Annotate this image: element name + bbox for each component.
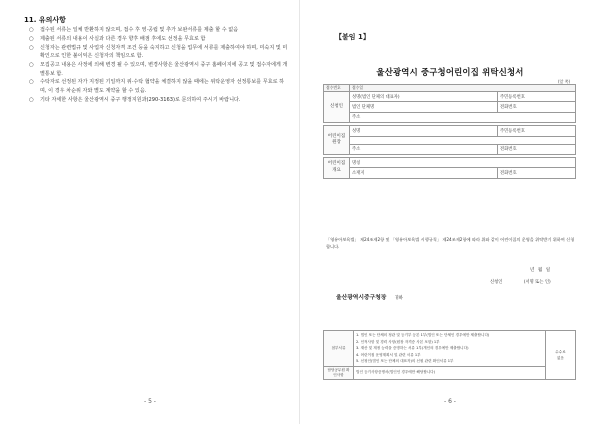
- circle-bullet-icon: ○: [29, 96, 34, 103]
- document-item: 1. 법인 또는 단체의 정관 및 등기부 등본 1부(법인 또는 단체인 경우에만 제출합니다): [356, 333, 490, 337]
- circle-bullet-icon: ○: [29, 35, 34, 42]
- operator-resident-number-field[interactable]: 주민등록번호: [498, 126, 576, 136]
- applicant-row: [324, 102, 576, 112]
- date-line[interactable]: 년 월 일: [530, 268, 552, 273]
- facility-group-label: 어린이집 개요: [324, 157, 350, 178]
- applicant-org-field[interactable]: 법인 단체명: [350, 102, 498, 112]
- notice-item: ○ 기타 자세한 사항은 울산광역시 중구 행정지원과(290-3163)로 문의하여 주시기 바랍니다.: [29, 96, 241, 103]
- notice-item: ○ 수탁자로 선정된 자가 지정된 기일까지 위·수탁 협약을 체결하지 않을 때에는 위탁운영자 선정통보를 무효로 하며, 이 경우 차순위 자와 별도 계약을 할 수 있음.: [29, 79, 285, 94]
- facility-row: [324, 157, 576, 167]
- document-item: 2. 인적사항 및 경력 사항(원장 자격증 사본 포함) 1부: [356, 339, 440, 344]
- notice-list: [26, 26, 288, 105]
- staff-check-label: 담당공무원 확인사항: [324, 366, 354, 379]
- signature-label[interactable]: (서명 또는 인): [523, 280, 551, 285]
- facility-row: [324, 168, 576, 178]
- operator-row: [324, 136, 576, 144]
- applicant-signature-line: [490, 279, 551, 285]
- notice-item: ○ 신청자는 관련법규 및 사업자 신청자격 조건 등을 숙지하고 신청을 업무에 서류를 제출하여야 하며, 미숙지 및 미확인으로 인한 불이익은 신청자의 책임으로 함.: [29, 44, 288, 60]
- document-item: 4. 어린이집 운영계획서 및 관련 서류 1부: [356, 352, 421, 357]
- notice-item: ○ 제출된 서류의 내용이 사실과 다른 경우 향후 배점 후에도 선정을 무효로 함: [29, 35, 206, 42]
- receipt-row: [324, 85, 576, 92]
- operator-group-label: 어린이집 원장: [324, 126, 350, 155]
- applicant-resident-number-field[interactable]: 주민등록번호: [498, 92, 576, 102]
- documents-row: [324, 331, 576, 367]
- operator-blank-field[interactable]: [350, 136, 576, 144]
- application-form-table: [323, 84, 576, 179]
- facility-phone-field[interactable]: 전화번호: [498, 168, 576, 178]
- page-side-note: (앞 쪽): [558, 79, 571, 84]
- applicant-name-field[interactable]: 성명(법인 단체의 대표자): [350, 92, 498, 102]
- form-title: 울산광역시 중구청어린이집 위탁신청서: [376, 67, 524, 77]
- applicant-label: 신청인: [490, 280, 503, 285]
- fee-cell: [546, 331, 576, 380]
- circle-bullet-icon: ○: [29, 44, 34, 51]
- operator-row: [324, 144, 576, 154]
- document-item: 5. 신청인(법인 또는 단체의 대표자)의 신원 관련 확인서류 1부: [356, 359, 454, 363]
- circle-bullet-icon: ○: [29, 27, 34, 33]
- facility-name-field[interactable]: 명칭: [350, 157, 576, 167]
- circle-bullet-icon: ○: [29, 79, 34, 86]
- recipient-suffix: 귀하: [394, 296, 403, 301]
- notice-item: ○ 접수된 서류는 일체 반환하지 않으며, 접수 후 영·공립 및 추가 보완서류를 제출 할 수 없음: [29, 27, 239, 33]
- consent-statement: 「영유아보육법」 제24조제2항 및 「영유아보육법 시행규칙」 제24조제2항에 따라 위와 같이 어린이집의 운영을 위탁받기 위하여 신청합니다.: [326, 237, 575, 249]
- receipt-date-label: 접수일: [350, 85, 576, 92]
- circle-bullet-icon: ○: [29, 62, 34, 69]
- operator-address-field[interactable]: 주소: [350, 144, 498, 154]
- page-number: - 5 -: [144, 398, 156, 405]
- staff-check-row: [324, 366, 576, 379]
- recipient-name: 울산광역시중구청장: [336, 295, 387, 301]
- fee-label: 수수료: [555, 349, 566, 354]
- receipt-number-label: 접수번호: [324, 85, 350, 92]
- document-item: 3. 재산 및 재정 능력을 증명하는 서류 1부(개인의 경우에만 제출합니다): [356, 346, 469, 350]
- applicant-row: [324, 112, 576, 122]
- recipient-line: [336, 292, 403, 301]
- staff-check-text: 법인 등기사항증명서(법인인 경우에만 해당합니다): [354, 366, 546, 379]
- documents-label: 첨부서류: [324, 331, 354, 367]
- applicant-phone-field[interactable]: 전화번호: [498, 102, 576, 112]
- applicant-row: [324, 92, 576, 102]
- operator-name-field[interactable]: 성명: [350, 126, 498, 136]
- attachment-label: 【붙임 1】: [335, 33, 370, 41]
- documents-list: [354, 331, 546, 367]
- notice-section-title: 11. 유의사항: [24, 16, 66, 24]
- page-number: - 6 -: [444, 398, 456, 405]
- right-page: [300, 0, 600, 424]
- documents-table: [323, 330, 576, 380]
- notice-item: ○ 모집공고 내용은 사정에 의해 변경 될 수 있으며, 변경사항은 울산광역시 중구 홈페이지에 공고 및 접수자에게 개별통보 함.: [29, 62, 288, 77]
- facility-location-field[interactable]: 소재지: [350, 168, 498, 178]
- operator-phone-field[interactable]: 전화번호: [498, 144, 576, 154]
- applicant-address-field[interactable]: 주소: [350, 112, 576, 122]
- operator-row: [324, 126, 576, 136]
- fee-value: 없음: [557, 355, 564, 360]
- applicant-group-label: 신청인: [324, 92, 350, 123]
